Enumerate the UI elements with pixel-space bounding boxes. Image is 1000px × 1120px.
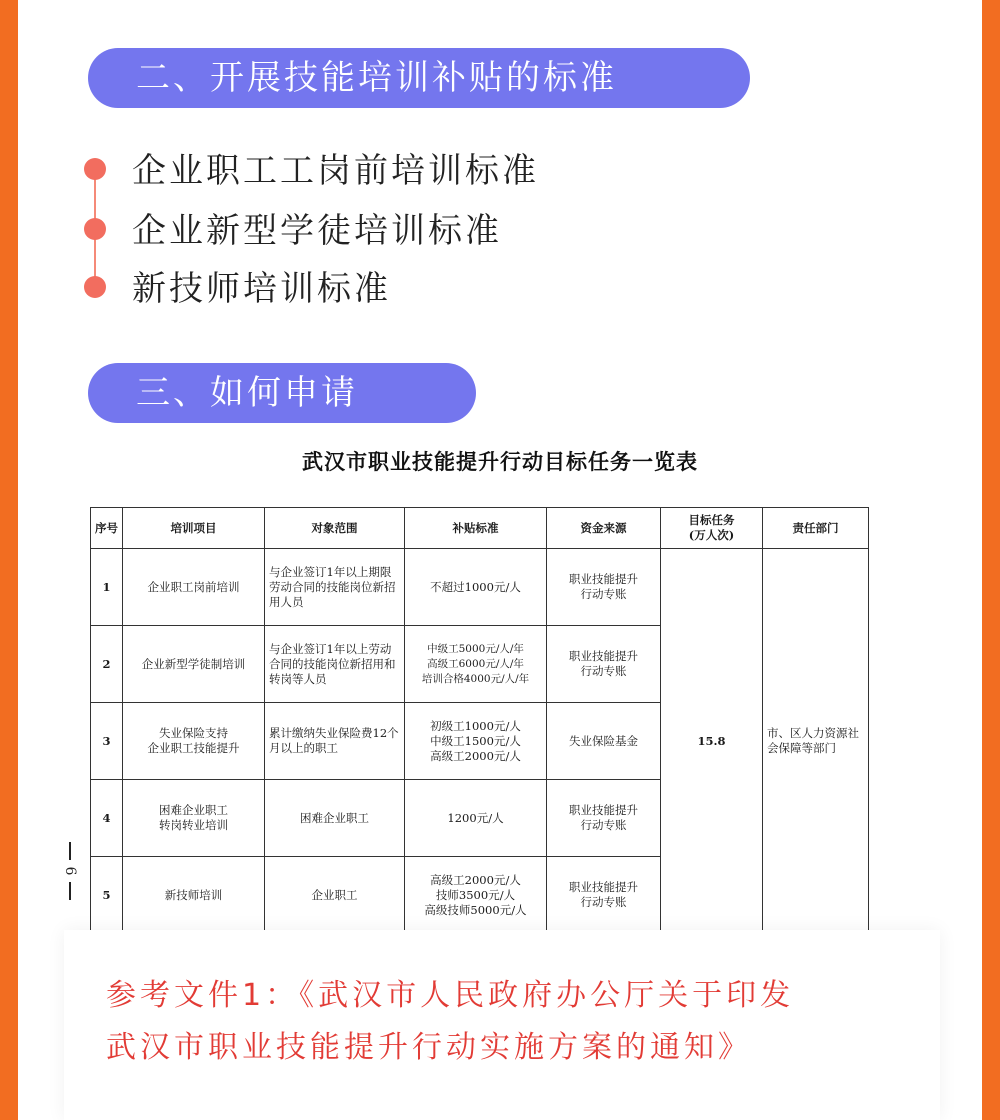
cell-fund: 职业技能提升 行动专账 <box>547 780 661 857</box>
cell-fund: 职业技能提升 行动专账 <box>547 626 661 703</box>
cell-seq: 1 <box>91 549 123 626</box>
cell-scope: 与企业签订1年以上劳动合同的技能岗位新招用和转岗等人员 <box>265 626 405 703</box>
list-item-label: 企业职工工岗前培训标准 <box>132 151 539 191</box>
page-number <box>62 840 78 902</box>
cell-subsidy: 中级工5000元/人/年 高级工6000元/人/年 培训合格4000元/人/年 <box>405 626 547 703</box>
standards-list <box>18 145 982 315</box>
cell-fund: 职业技能提升 行动专账 <box>547 857 661 934</box>
cell-project: 失业保险支持 企业职工技能提升 <box>123 703 265 780</box>
cell-scope: 企业职工 <box>265 857 405 934</box>
header-seq: 序号 <box>91 508 123 549</box>
reference-line-1: 参考文件1：《武汉市人民政府办公厅关于印发 <box>106 978 795 1013</box>
cell-scope: 与企业签订1年以上期限劳动合同的技能岗位新招用人员 <box>265 549 405 626</box>
list-item-label: 新技师培训标准 <box>132 269 391 309</box>
reference-card <box>64 930 940 1120</box>
table-title: 武汉市职业技能提升行动目标任务一览表 <box>302 449 698 474</box>
header-project: 培训项目 <box>123 508 265 549</box>
cell-seq: 4 <box>91 780 123 857</box>
table-row <box>91 549 869 626</box>
cell-project: 新技师培训 <box>123 857 265 934</box>
cell-project: 企业职工岗前培训 <box>123 549 265 626</box>
target-task-table <box>90 507 869 934</box>
header-department: 责任部门 <box>763 508 869 549</box>
header-scope: 对象范围 <box>265 508 405 549</box>
cell-fund: 职业技能提升 行动专账 <box>547 549 661 626</box>
cell-seq: 2 <box>91 626 123 703</box>
header-fund: 资金来源 <box>547 508 661 549</box>
cell-seq: 3 <box>91 703 123 780</box>
cell-scope: 累计缴纳失业保险费12个月以上的职工 <box>265 703 405 780</box>
cell-subsidy: 高级工2000元/人 技师3500元/人 高级技师5000元/人 <box>405 857 547 934</box>
list-item-label: 企业新型学徒培训标准 <box>132 211 502 251</box>
cell-target: 15.8 <box>661 549 763 934</box>
bullet-dot-icon <box>84 218 106 240</box>
header-subsidy: 补贴标准 <box>405 508 547 549</box>
section-2-title: 二、开展技能培训补贴的标准 <box>136 58 617 98</box>
cell-fund: 失业保险基金 <box>547 703 661 780</box>
section-3-heading <box>88 363 476 423</box>
cell-subsidy: 1200元/人 <box>405 780 547 857</box>
cell-scope: 困难企业职工 <box>265 780 405 857</box>
bullet-dot-icon <box>84 158 106 180</box>
content-card <box>18 0 982 1120</box>
cell-department: 市、区人力资源社会保障等部门 <box>763 549 869 934</box>
page-number-dash <box>69 882 71 900</box>
cell-seq: 5 <box>91 857 123 934</box>
reference-text <box>106 970 926 1074</box>
section-2-heading <box>88 48 750 108</box>
cell-project: 企业新型学徒制培训 <box>123 626 265 703</box>
cell-project: 困难企业职工 转岗转业培训 <box>123 780 265 857</box>
bullet-dot-icon <box>84 276 106 298</box>
page-number-value: 6 <box>62 866 78 876</box>
cell-subsidy: 初级工1000元/人 中级工1500元/人 高级工2000元/人 <box>405 703 547 780</box>
table-header-row <box>91 508 869 549</box>
cell-subsidy: 不超过1000元/人 <box>405 549 547 626</box>
page-number-dash <box>69 842 71 860</box>
section-3-title: 三、如何申请 <box>136 373 358 413</box>
header-target: 目标任务 (万人次) <box>661 508 763 549</box>
reference-line-2: 武汉市职业技能提升行动实施方案的通知》 <box>106 1030 752 1065</box>
